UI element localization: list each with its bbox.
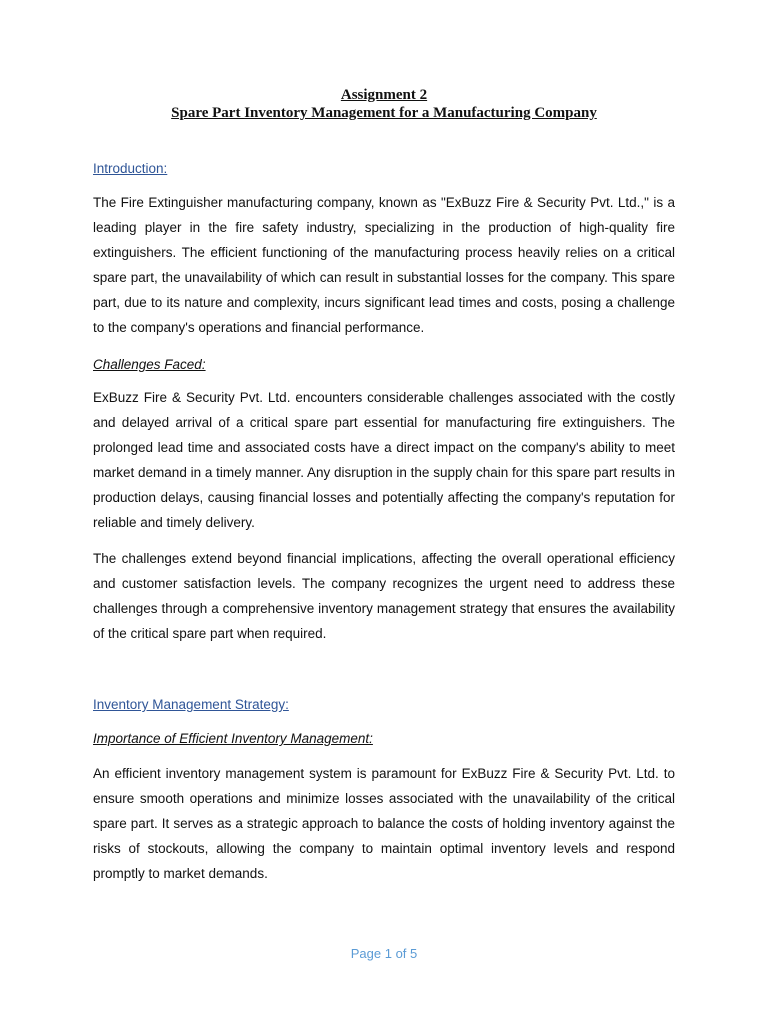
document-title-block (0, 86, 768, 122)
challenges-heading: Challenges Faced: (93, 357, 206, 372)
page-number: Page 1 of 5 (350, 946, 418, 961)
assignment-label: Assignment 2 (340, 87, 428, 103)
strategy-paragraph: An efficient inventory management system is paramount for ExBuzz Fire & Security Pvt. Ltd. to ensure smooth operations and minimize losses associated with the unavailability of the critical spare part. It serves as a strategic approach to balance the costs of holding inventory against the risks of stockouts, allowing the company to maintain optimal inventory levels and respond promptly to market demands. (93, 766, 675, 881)
introduction-paragraph: The Fire Extinguisher manufacturing company, known as "ExBuzz Fire & Security Pvt. Ltd.," is a leading player in the fire safety industry, specializing in the production of high-quality fire extinguishers. The efficient functioning of the manufacturing process heavily relies on a critical spare part, the unavailability of which can result in substantial losses for the company. This spare part, due to its nature and complexity, incurs significant lead times and costs, posing a challenge to the company's operations and financial performance. (93, 195, 675, 335)
strategy-subheading: Importance of Efficient Inventory Management: (93, 731, 373, 746)
introduction-heading: Introduction: (93, 161, 168, 176)
challenges-paragraph-2: The challenges extend beyond financial implications, affecting the overall operational efficiency and customer satisfaction levels. The company recognizes the urgent need to address these challenges through a comprehensive inventory management strategy that ensures the availability of the critical spare part when required. (93, 551, 675, 641)
document-title: Spare Part Inventory Management for a Manufacturing Company (171, 105, 597, 121)
strategy-heading: Inventory Management Strategy: (93, 697, 289, 712)
challenges-paragraph-1: ExBuzz Fire & Security Pvt. Ltd. encounters considerable challenges associated with the costly and delayed arrival of a critical spare part essential for manufacturing fire extinguishers. The prolonged lead time and associated costs have a direct impact on the company's ability to meet market demand in a timely manner. Any disruption in the supply chain for this spare part results in production delays, causing financial losses and potentially affecting the company's reputation for reliable and timely delivery. (93, 390, 675, 530)
